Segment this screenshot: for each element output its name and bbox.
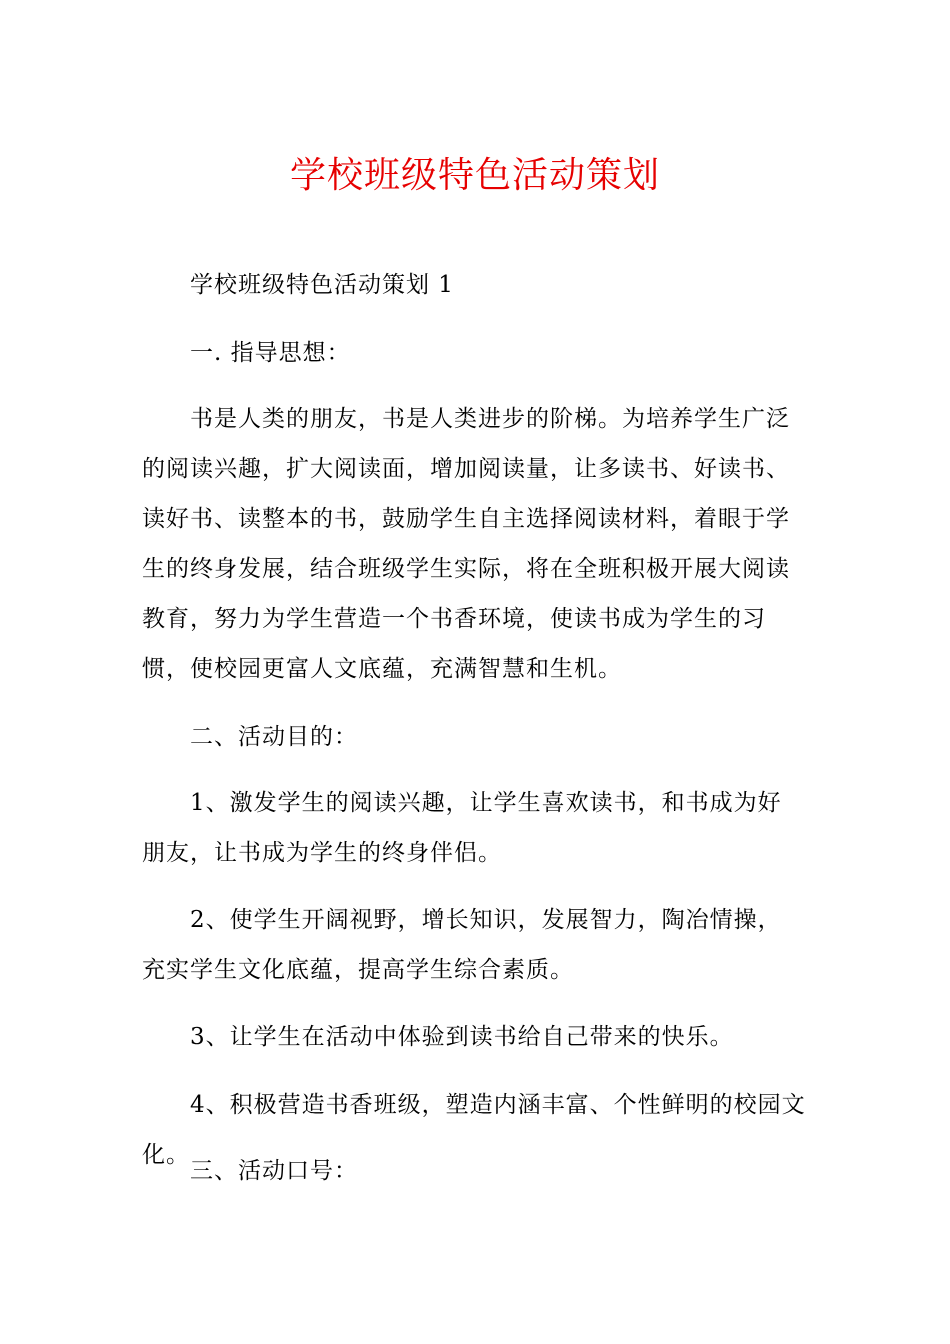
goal-item-4: 4、积极营造书香班级，塑造内涵丰富、个性鲜明的校园文化。 — [142, 1092, 806, 1168]
section-heading-guiding-ideology: 一. 指导思想： — [190, 340, 351, 366]
guiding-ideology-paragraph: 书是人类的朋友，书是人类进步的阶梯。为培养学生广泛的阅读兴趣，扩大阅读面，增加阅读量，让多读书、好读书、读好书、读整本的书，鼓励学生自主选择阅读材料，着眼于学生的终身发展，结合班级学生实际，将在全班积极开展大阅读教育，努力为学生营造一个书香环境，使读书成为学生的习惯，使校园更富人文底蕴，充满智慧和生机。 — [142, 406, 790, 682]
goal-item-2: 2、使学生开阔视野，增长知识，发展智力，陶冶情操，充实学生文化底蕴，提高学生综合素质。 — [142, 907, 782, 983]
goal-item-3: 3、让学生在活动中体验到读书给自己带来的快乐。 — [190, 1024, 734, 1050]
document-title: 学校班级特色活动策划 — [289, 155, 660, 196]
goal-item-1: 1、激发学生的阅读兴趣，让学生喜欢读书，和书成为好朋友，让书成为学生的终身伴侣。 — [142, 790, 782, 866]
document-subtitle: 学校班级特色活动策划 1 — [190, 272, 454, 298]
section-heading-activity-slogan: 三、活动口号： — [190, 1158, 358, 1184]
section-heading-activity-goals: 二、活动目的： — [190, 724, 358, 750]
